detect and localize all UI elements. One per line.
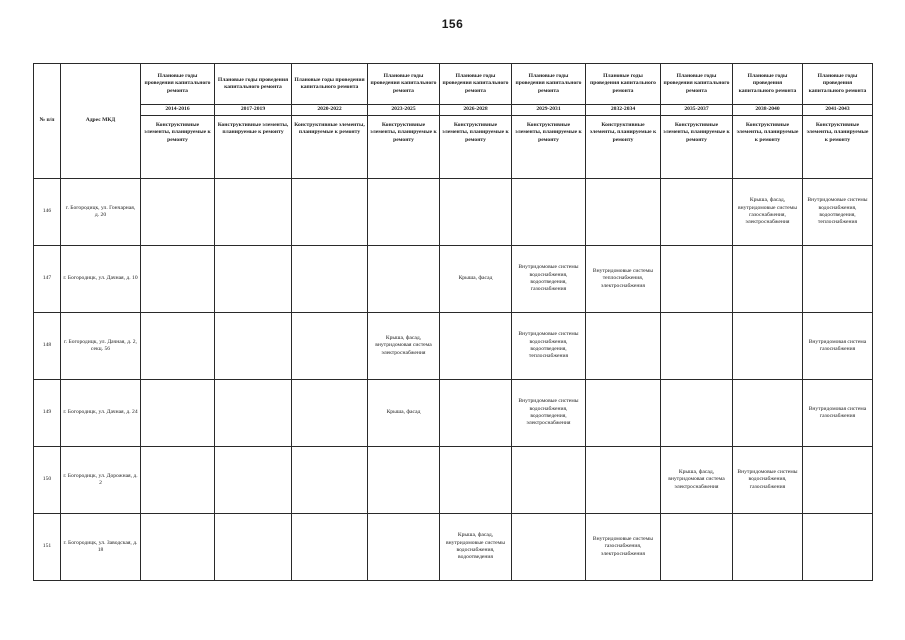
header-period-title: Плановые годы проведения капитального ремонта [661,64,733,105]
header-period-title: Плановые годы проведения капитального ремонта [803,64,873,105]
row-number: 148 [34,313,61,380]
row-work-cell [292,447,368,514]
row-work-cell [141,246,215,313]
row-address: г. Богородицк, ул. Дачная, д. 10 [61,246,141,313]
header-period-title: Плановые годы проведения капитального ремонта [141,64,215,105]
header-period-elements: Конструктивные элементы, планируемые к ремонту [803,116,873,179]
row-work-cell [661,514,733,581]
row-work-cell [141,313,215,380]
row-work-cell [368,447,440,514]
header-period-years: 2035-2037 [661,105,733,116]
table-row [34,246,873,313]
row-work-cell: Внутридомовые системы водоснабжения, водоотведения, газоснабжения [512,246,586,313]
header-row-titles [34,64,873,105]
row-work-cell [141,447,215,514]
header-period-elements: Конструктивные элементы, планируемые к ремонту [141,116,215,179]
row-work-cell [661,313,733,380]
header-period-elements: Конструктивные элементы, планируемые к ремонту [215,116,292,179]
row-work-cell [803,447,873,514]
header-period-elements: Конструктивные элементы, планируемые к ремонту [368,116,440,179]
row-work-cell [292,514,368,581]
row-work-cell [512,447,586,514]
row-work-cell [586,447,661,514]
row-number: 146 [34,179,61,246]
header-period-title: Плановые годы проведения капитального ремонта [440,64,512,105]
row-work-cell [215,380,292,447]
repair-schedule-table [33,63,873,581]
row-work-cell [215,514,292,581]
row-address: г. Богородицк, ул. Дорожная, д. 2 [61,447,141,514]
header-period-elements: Конструктивные элементы, планируемые к ремонту [733,116,803,179]
row-work-cell: Внутридомовые системы теплоснабжения, электроснабжения [586,246,661,313]
header-period-title: Плановые годы проведения капитального ремонта [215,64,292,105]
row-work-cell: Внутридомовые системы водоснабжения, водоотведения, электроснабжения [512,380,586,447]
row-work-cell: Внутридомовая система газоснабжения [803,313,873,380]
row-work-cell [215,179,292,246]
row-work-cell: Крыша, фасад [440,246,512,313]
table-row [34,380,873,447]
table-row [34,447,873,514]
row-work-cell [661,380,733,447]
row-address: г. Богородицк, ул. Гончарная, д. 20 [61,179,141,246]
row-work-cell [141,179,215,246]
row-work-cell [733,246,803,313]
header-period-elements: Конструктивные элементы, планируемые к ремонту [512,116,586,179]
header-period-title: Плановые годы проведения капитального ремонта [586,64,661,105]
header-period-years: 2029-2031 [512,105,586,116]
row-address: г. Богородицк, ул. Дачная, д. 2, секц. 56 [61,313,141,380]
row-work-cell [141,514,215,581]
header-period-years: 2041-2043 [803,105,873,116]
header-period-elements: Конструктивные элементы, планируемые к ремонту [292,116,368,179]
row-work-cell: Крыша, фасад [368,380,440,447]
row-number: 150 [34,447,61,514]
row-work-cell: Внутридомовые системы водоснабжения, газоснабжения [733,447,803,514]
table-body [34,64,873,581]
header-period-years: 2020-2022 [292,105,368,116]
row-work-cell: Крыша, фасад, внутридомовая система электроснабжения [661,447,733,514]
header-period-title: Плановые годы проведения капитального ремонта [733,64,803,105]
row-work-cell [368,514,440,581]
row-work-cell [661,246,733,313]
row-work-cell [368,179,440,246]
header-period-elements: Конструктивные элементы, планируемые к ремонту [440,116,512,179]
row-work-cell [512,179,586,246]
row-work-cell [440,179,512,246]
row-work-cell [440,380,512,447]
row-work-cell: Крыша, фасад, внутридомовая система электроснабжения [368,313,440,380]
row-work-cell [733,380,803,447]
header-period-years: 2017-2019 [215,105,292,116]
row-work-cell [586,380,661,447]
header-number: № п/п [34,64,61,179]
row-work-cell [292,179,368,246]
row-work-cell [733,514,803,581]
header-period-elements: Конструктивные элементы, планируемые к ремонту [586,116,661,179]
row-number: 147 [34,246,61,313]
row-work-cell [803,246,873,313]
header-period-title: Плановые годы проведения капитального ремонта [368,64,440,105]
header-address: Адрес МКД [61,64,141,179]
row-work-cell [215,447,292,514]
header-period-title: Плановые годы проведения капитального ремонта [292,64,368,105]
row-work-cell [733,313,803,380]
row-work-cell [586,313,661,380]
row-work-cell [292,313,368,380]
row-work-cell: Внутридомовые системы водоснабжения, водоотведения, теплоснабжения [803,179,873,246]
row-work-cell [215,246,292,313]
row-work-cell: Внутридомовая система газоснабжения [803,380,873,447]
header-period-elements: Конструктивные элементы, планируемые к ремонту [661,116,733,179]
header-period-years: 2038-2040 [733,105,803,116]
row-work-cell: Крыша, фасад, внутридомовые системы водоснабжения, водоотведения [440,514,512,581]
row-address: г. Богородицк, ул. Дачная, д. 24 [61,380,141,447]
row-work-cell [440,447,512,514]
row-work-cell [661,179,733,246]
row-work-cell [440,313,512,380]
row-work-cell [141,380,215,447]
row-work-cell: Внутридомовые системы газоснабжения, электроснабжения [586,514,661,581]
header-period-years: 2023-2025 [368,105,440,116]
row-work-cell [215,313,292,380]
table-row [34,313,873,380]
row-work-cell: Внутридомовые системы водоснабжения, водоотведения, теплоснабжения [512,313,586,380]
header-period-years: 2032-2034 [586,105,661,116]
row-work-cell [368,246,440,313]
header-period-title: Плановые годы проведения капитального ремонта [512,64,586,105]
header-row-years [34,105,873,116]
row-work-cell [292,246,368,313]
row-work-cell [803,514,873,581]
header-period-years: 2026-2028 [440,105,512,116]
row-work-cell [512,514,586,581]
row-work-cell [586,179,661,246]
row-address: г. Богородицк, ул. Заводская, д. 18 [61,514,141,581]
header-period-years: 2014-2016 [141,105,215,116]
header-row-elements [34,116,873,179]
table-row [34,514,873,581]
table-row [34,179,873,246]
row-work-cell: Крыша, фасад, внутридомовые системы газоснабжения, электроснабжения [733,179,803,246]
row-number: 151 [34,514,61,581]
page-number: 156 [441,17,464,31]
row-number: 149 [34,380,61,447]
row-work-cell [292,380,368,447]
